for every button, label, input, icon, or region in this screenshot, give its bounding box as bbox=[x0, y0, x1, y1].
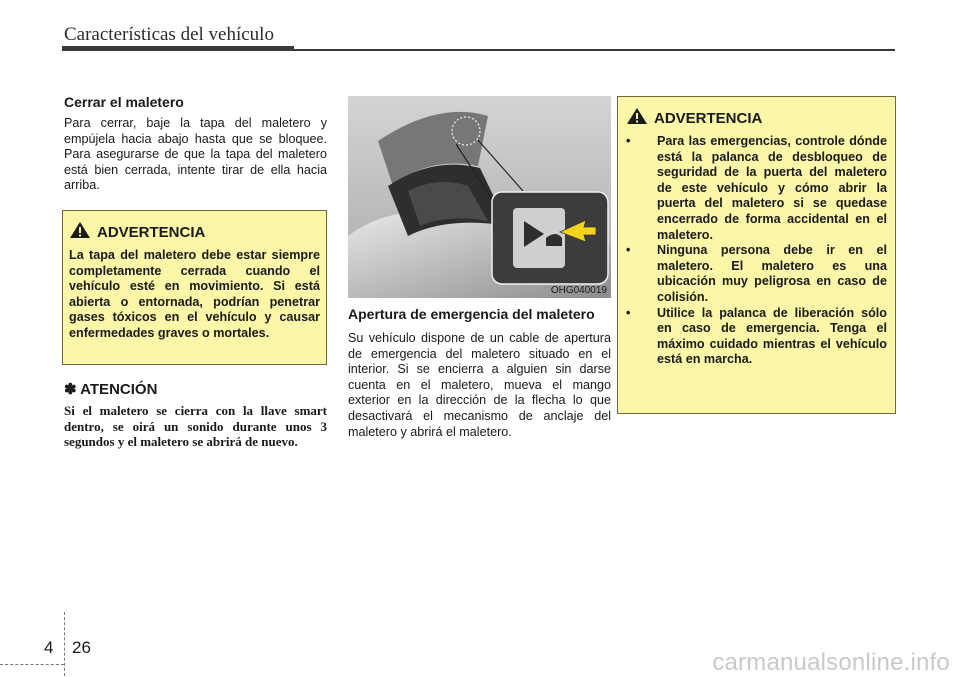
attention-text: Si el maletero se cierra con la llave smart dentro, se oirá un sonido durante unos 3 segundos y el maletero se abrirá de nuevo. bbox=[64, 403, 327, 450]
trunk-emergency-release-photo bbox=[348, 96, 611, 298]
column-middle bbox=[348, 306, 611, 440]
warning-list-item: • Utilice la palanca de liberación sólo en caso de emergencia. Tenga el máximo cuidado mientras el vehículo está en marcha. bbox=[626, 305, 887, 367]
warning-box-trunk-closed bbox=[62, 210, 327, 365]
watermark-text: carmanualsonline.info bbox=[712, 649, 950, 676]
photo-code: OHG040019 bbox=[550, 285, 607, 296]
section-heading-close-trunk: Cerrar el maletero bbox=[64, 94, 184, 110]
warning-header bbox=[626, 107, 887, 130]
page-header-title: Características del vehículo bbox=[64, 24, 274, 45]
warning-list-item: • Para las emergencias, controle dónde está la palanca de desbloqueo de seguridad de la puerta del maletero de este vehículo y cómo abrir la puerta del maletero si se quedase encerrado de forma accidental en el maletero. bbox=[626, 134, 887, 242]
column-left bbox=[64, 94, 327, 194]
paragraph-close-trunk: Para cerrar, baje la tapa del maletero y empújela hacia abajo hasta que se bloquee. Para asegurarse de que la tapa del maletero está bien cerrada, intente tirar de ella hacia arriba. bbox=[64, 116, 327, 193]
section-heading-emergency-opening: Apertura de emergencia del maletero bbox=[348, 306, 595, 322]
warning-triangle-icon bbox=[69, 221, 91, 244]
warning-title: ADVERTENCIA bbox=[654, 110, 763, 127]
header-rule-thin bbox=[294, 49, 895, 51]
warning-text: La tapa del maletero debe estar siempre completamente cerrada cuando el vehículo esté en movimiento. Si está abierta o entornada, podrían penetrar gases tóxicos en el vehículo y causar enfermedades graves o mortales. bbox=[69, 248, 320, 340]
warning-title: ADVERTENCIA bbox=[97, 224, 206, 241]
warning-box-emergency bbox=[617, 96, 896, 414]
paragraph-emergency-opening: Su vehículo dispone de un cable de apertura de emergencia del maletero situado en el interior. Si se encierra a alguien sin darse cuenta en el maletero, mueva el mango exterior en la dirección de la flecha lo que desactivará el mecanismo de anclaje del maletero y abrirá el maletero. bbox=[348, 331, 611, 439]
footer-separator bbox=[64, 612, 65, 676]
warning-triangle-icon bbox=[626, 107, 648, 130]
header-rule-thick bbox=[62, 46, 294, 51]
page-number: 26 bbox=[72, 638, 91, 657]
attention-heading: ✽ ATENCIÓN bbox=[64, 381, 158, 398]
footer-rule bbox=[0, 664, 64, 665]
warning-list-item: • Ninguna persona debe ir en el maletero. El maletero es una ubicación muy peligrosa en caso de colisión. bbox=[626, 243, 887, 304]
warning-header bbox=[69, 221, 320, 244]
chapter-number: 4 bbox=[44, 638, 54, 657]
warning-list bbox=[626, 134, 887, 368]
